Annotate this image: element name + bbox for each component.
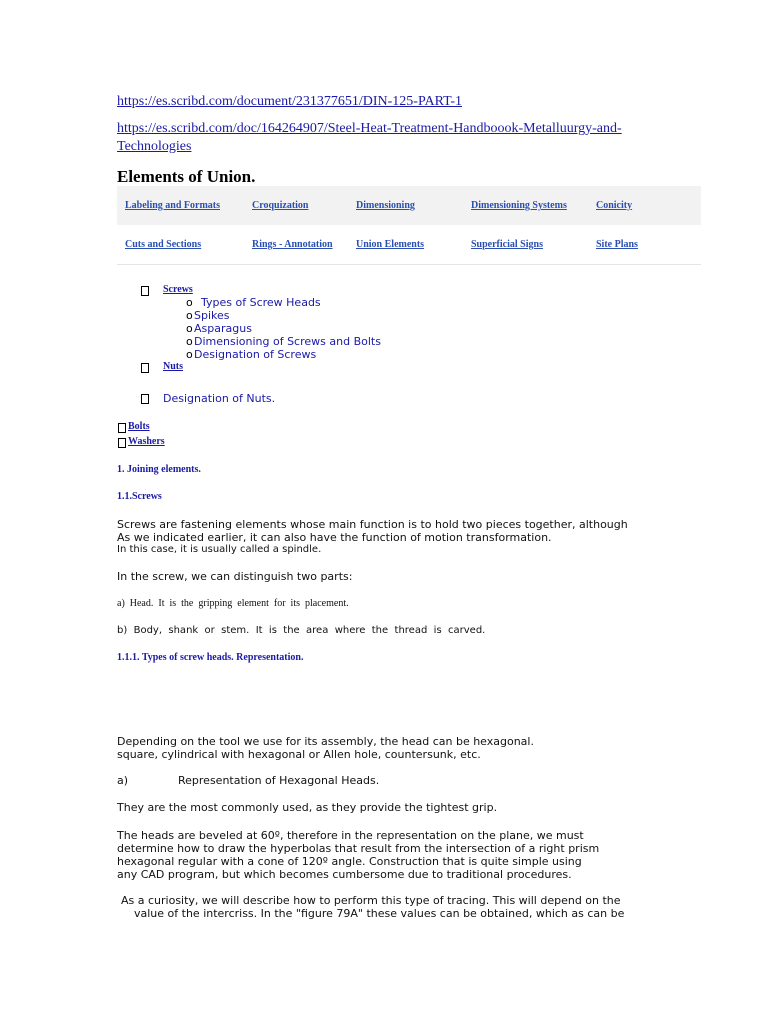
paragraph-line: square, cylindrical with hexagonal or Allen hole, countersunk, etc. — [117, 748, 481, 761]
sub-bullet-icon: o — [186, 322, 193, 335]
nav-croquization[interactable]: Croquization — [252, 200, 309, 211]
sub-bullet-icon: o — [186, 296, 193, 309]
paragraph-line: determine how to draw the hyperbolas that result from the intersection of a right prism — [117, 842, 600, 855]
page-title: Elements of Union. — [117, 167, 256, 186]
bullet-icon — [118, 423, 126, 433]
bullet-icon — [141, 363, 149, 373]
paragraph: In the screw, we can distinguish two parts: — [117, 570, 353, 583]
toc-bolts[interactable]: Bolts — [128, 421, 150, 432]
nav-rings-annotation[interactable]: Rings - Annotation — [252, 239, 333, 250]
paragraph-line: value of the intercriss. In the "figure 79A" these values can be obtained, which as can be — [134, 907, 625, 920]
list-item-body: b) Body, shank or stem. It is the area where the thread is carved. — [117, 625, 486, 636]
toc-spikes[interactable]: Spikes — [194, 309, 230, 322]
section-heading-types-of-screw-heads: 1.1.1. Types of screw heads. Representation. — [117, 652, 304, 663]
nav-row — [117, 186, 701, 225]
nav-superficial-signs[interactable]: Superficial Signs — [471, 239, 543, 250]
toc-designation-of-screws[interactable]: Designation of Screws — [194, 348, 317, 361]
paragraph-line: The heads are beveled at 60º, therefore in the representation on the plane, we must — [117, 829, 584, 842]
paragraph-line: As a curiosity, we will describe how to perform this type of tracing. This will depend on the — [121, 894, 621, 907]
nav-dimensioning-systems[interactable]: Dimensioning Systems — [471, 200, 567, 211]
paragraph-line: any CAD program, but which becomes cumbersome due to traditional procedures. — [117, 868, 572, 881]
sub-bullet-icon: o — [186, 335, 193, 348]
topic-nav-table — [117, 186, 701, 264]
nav-row — [117, 225, 701, 265]
nav-labeling-and-formats[interactable]: Labeling and Formats — [125, 200, 221, 211]
paragraph-line: Screws are fastening elements whose main function is to hold two pieces together, although — [117, 518, 628, 531]
bullet-icon — [141, 286, 149, 296]
section-heading-screws: 1.1.Screws — [117, 491, 162, 502]
nav-site-plans[interactable]: Site Plans — [596, 239, 638, 250]
bullet-icon — [141, 394, 149, 404]
toc-washers[interactable]: Washers — [128, 436, 165, 447]
link-steel-heat-treatment[interactable]: https://es.scribd.com/doc/164264907/Steel-Heat-Treatment-Handboook-Metalluurgy-and- — [117, 121, 622, 136]
toc-screws[interactable]: Screws — [163, 284, 193, 295]
section-heading-joining-elements: 1. Joining elements. — [117, 464, 201, 475]
paragraph: They are the most commonly used, as they provide the tightest grip. — [117, 801, 498, 814]
toc-dimensioning-of-screws[interactable]: Dimensioning of Screws and Bolts — [194, 335, 381, 348]
toc-designation-of-nuts[interactable]: Designation of Nuts. — [163, 392, 276, 405]
list-item-head: a) Head. It is the gripping element for its placement. — [117, 598, 349, 609]
link-din-125[interactable]: https://es.scribd.com/document/231377651/DIN-125-PART-1 — [117, 94, 462, 109]
nav-dimensioning[interactable]: Dimensioning — [356, 200, 415, 211]
nav-union-elements[interactable]: Union Elements — [356, 239, 425, 250]
paragraph-line: hexagonal regular with a cone of 120º angle. Construction that is quite simple using — [117, 855, 582, 868]
paragraph-line: Depending on the tool we use for its assembly, the head can be hexagonal. — [117, 735, 534, 748]
list-marker: a) — [117, 774, 129, 787]
toc-nuts[interactable]: Nuts — [163, 361, 184, 372]
bullet-icon — [118, 438, 126, 448]
nav-conicity[interactable]: Conicity — [596, 200, 633, 211]
toc-types-of-screw-heads[interactable]: Types of Screw Heads — [201, 296, 321, 309]
subheading-hexagonal-heads: Representation of Hexagonal Heads. — [178, 774, 380, 787]
sub-bullet-icon: o — [186, 348, 193, 361]
link-steel-heat-treatment-cont[interactable]: Technologies — [117, 139, 192, 154]
paragraph-line: As we indicated earlier, it can also have the function of motion transformation. — [117, 531, 552, 544]
toc-asparagus[interactable]: Asparagus — [194, 322, 252, 335]
nav-cuts-and-sections[interactable]: Cuts and Sections — [125, 239, 202, 250]
paragraph-line: In this case, it is usually called a spindle. — [117, 544, 322, 555]
sub-bullet-icon: o — [186, 309, 193, 322]
